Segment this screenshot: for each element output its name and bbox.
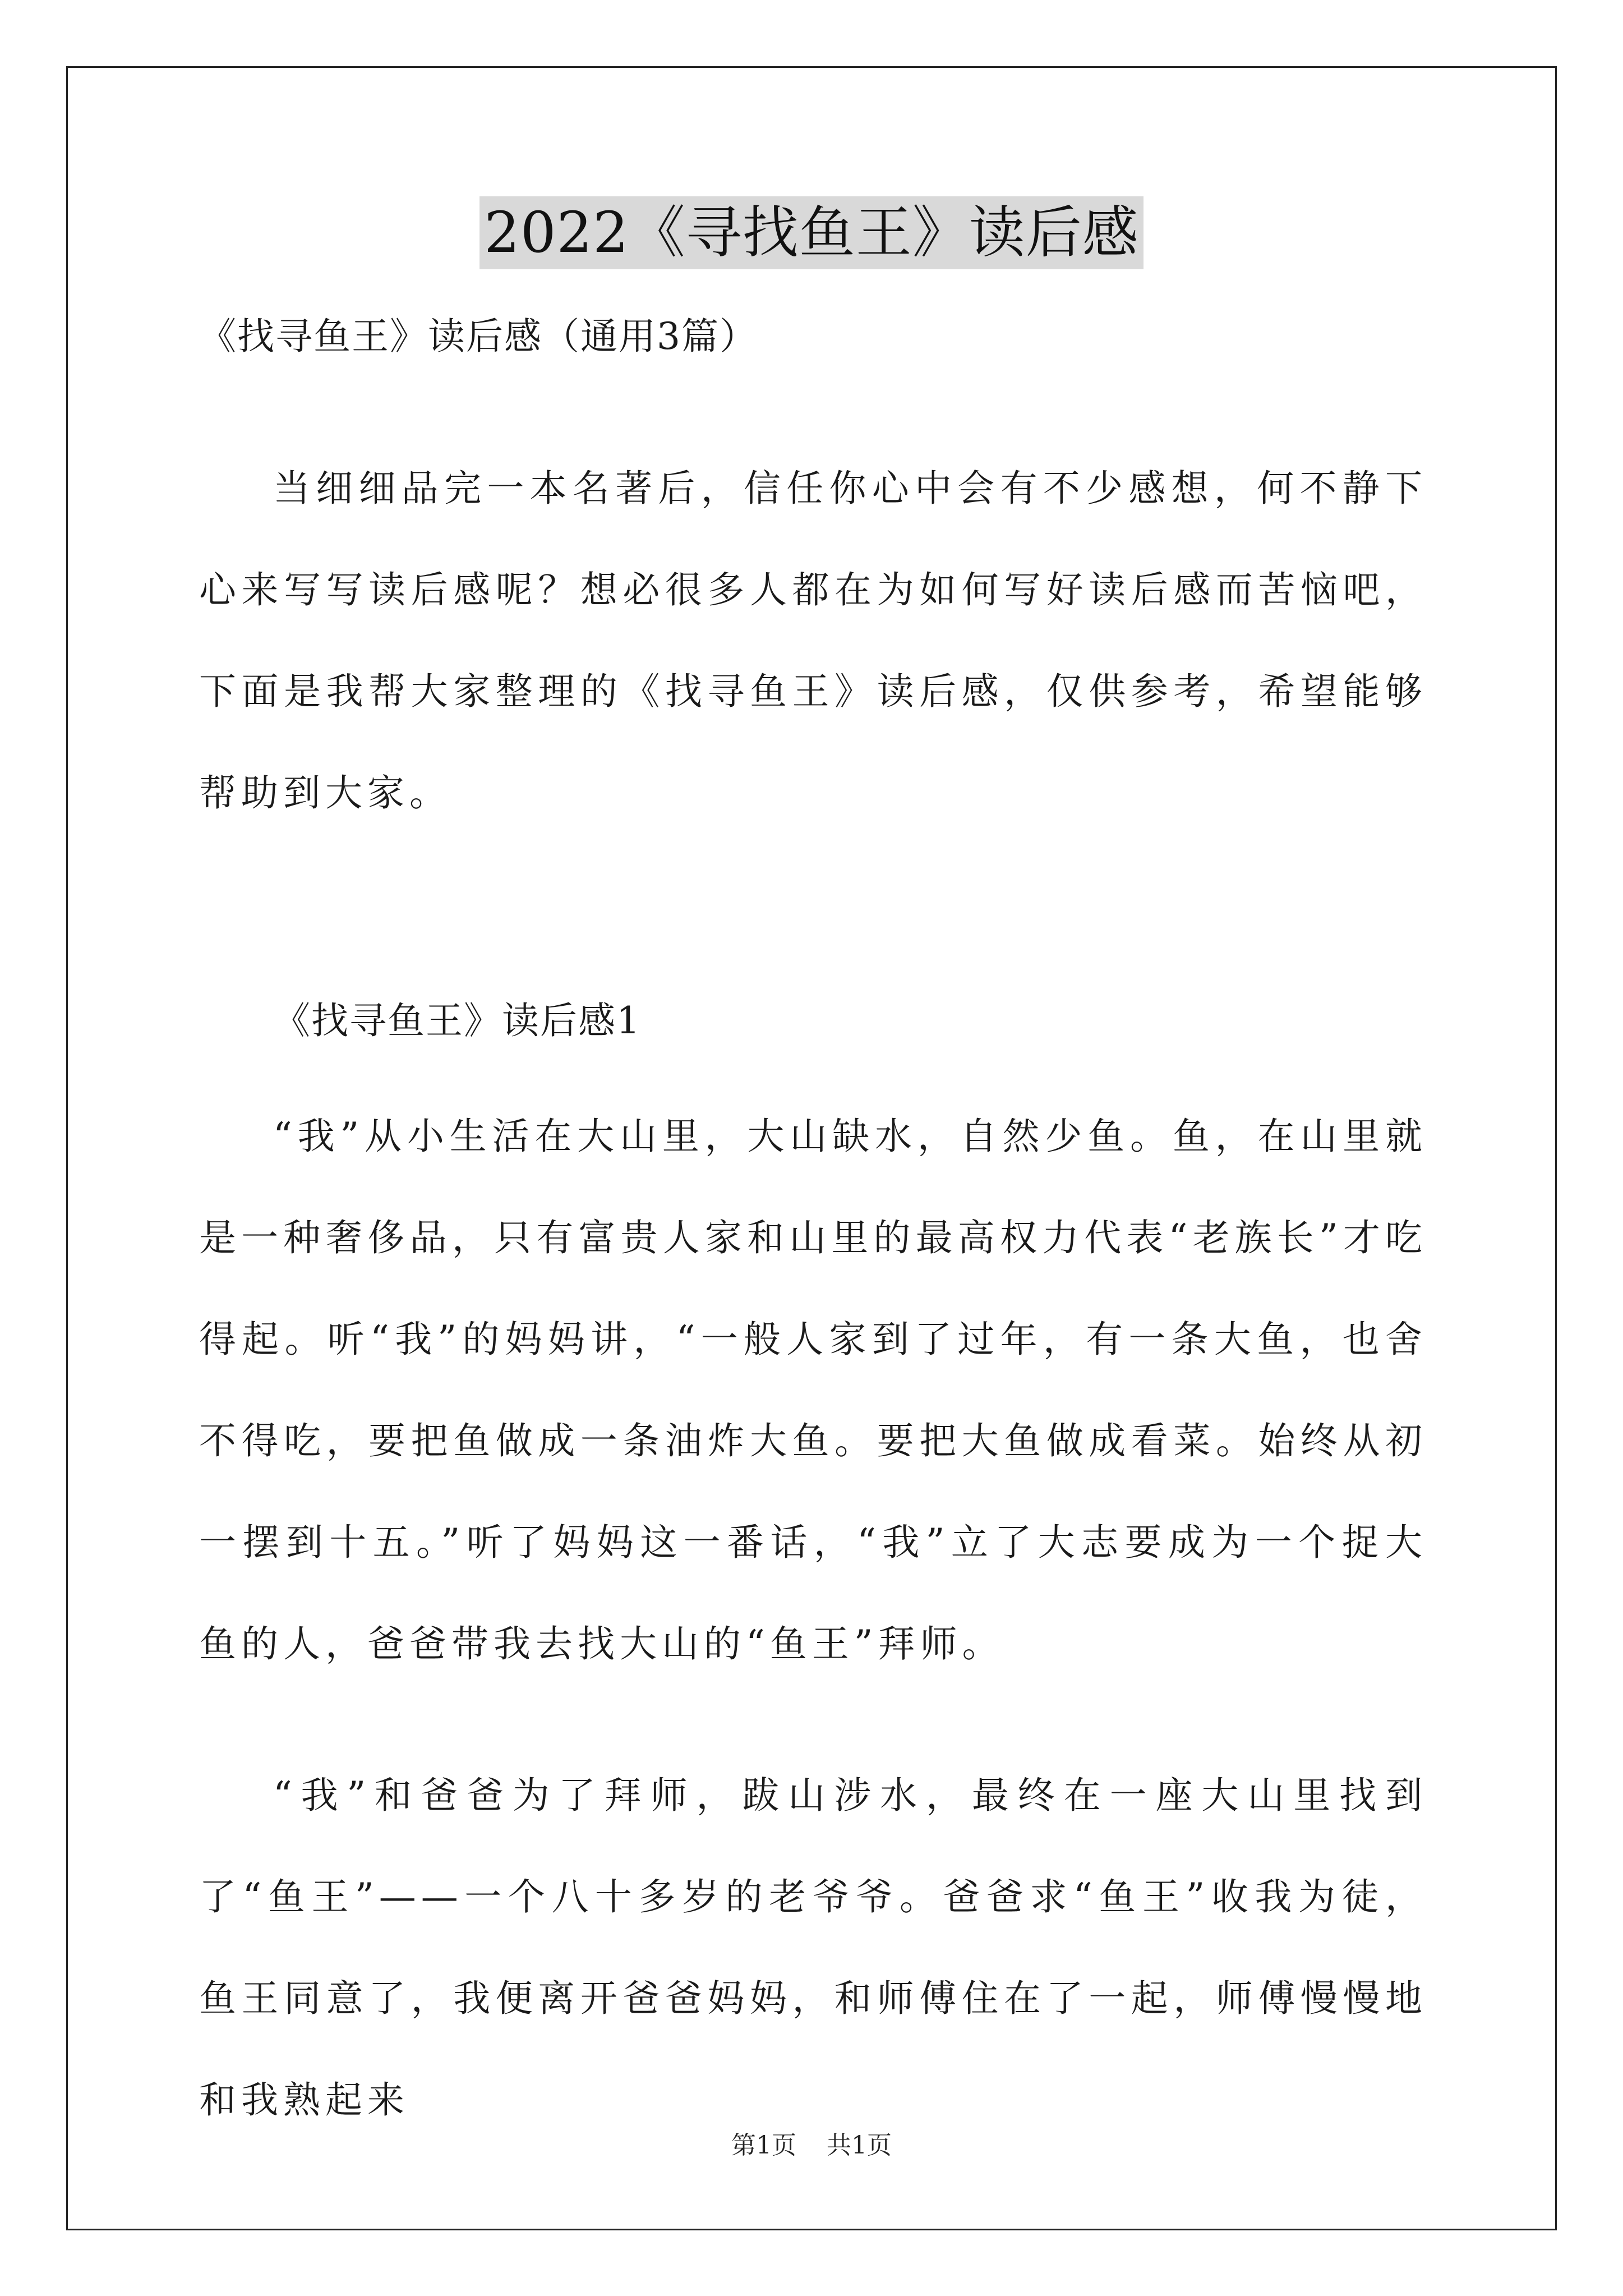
page-number-total: 共1页: [827, 2131, 892, 2160]
intro-paragraph: 当细细品完一本名著后，信任你心中会有不少感想，何不静下心来写写读后感呢？想必很多人都在为如何写好读后感而苦恼吧，下面是我帮大家整理的《找寻鱼王》读后感，仅供参考，希望能够帮助到大家。: [199, 467, 1427, 815]
document-subtitle: 《找寻鱼王》读后感（通用3篇）: [199, 315, 758, 358]
page-number-current: 第1页: [731, 2131, 796, 2160]
page-footer: [0, 2129, 1623, 2162]
section-heading: 《找寻鱼王》读后感1: [273, 999, 641, 1042]
title-container: [0, 196, 1623, 269]
body-paragraph-2: “我”和爸爸为了拜师，跋山涉水，最终在一座大山里找到了“鱼王”——一个八十多岁的老爷爷。爸爸求“鱼王”收我为徒，鱼王同意了，我便离开爸爸妈妈，和师傅住在了一起，师傅慢慢地和我熟起来: [199, 1774, 1427, 2122]
body-paragraph-1: “我”从小生活在大山里，大山缺水，自然少鱼。鱼，在山里就是一种奢侈品，只有富贵人家和山里的最高权力代表“老族长”才吃得起。听“我”的妈妈讲，“一般人家到了过年，有一条大鱼，也舍不得吃，要把鱼做成一条油炸大鱼。要把大鱼做成看菜。始终从初一摆到十五。”听了妈妈这一番话，“我”立了大志要成为一个捉大鱼的人，爸爸带我去找大山的“鱼王”拜师。: [199, 1115, 1427, 1665]
document-title: 2022《寻找鱼王》读后感: [479, 196, 1144, 269]
